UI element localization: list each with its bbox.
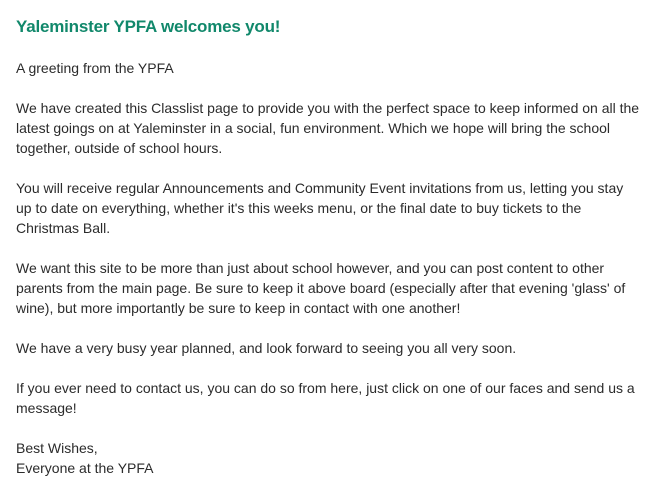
signoff xyxy=(16,438,641,478)
signoff-line-1: Best Wishes, xyxy=(16,440,98,456)
intro-paragraph: We have created this Classlist page to provide you with the perfect space to keep informed on all the latest goings on at Yaleminster in a social, fun environment. Which we hope will bring the school together, outside of school hours. xyxy=(16,100,640,156)
contact-paragraph: If you ever need to contact us, you can do so from here, just click on one of our faces and send us a message! xyxy=(16,380,635,416)
welcome-title: Yaleminster YPFA welcomes you! xyxy=(16,17,281,36)
announcements-paragraph: You will receive regular Announcements and Community Event invitations from us, letting you stay up to date on everything, whether it's this weeks menu, or the final date to buy tickets to the Christmas Ball. xyxy=(16,180,624,236)
signoff-line-2: Everyone at the YPFA xyxy=(16,460,154,476)
greeting-line: A greeting from the YPFA xyxy=(16,60,174,76)
posting-paragraph: We want this site to be more than just about school however, and you can post content to other parents from the main page. Be sure to keep it above board (especially after that evening 'glass' of wine), but more importantly be sure to keep in contact with one another! xyxy=(16,260,626,316)
busy-year-paragraph: We have a very busy year planned, and look forward to seeing you all very soon. xyxy=(16,340,517,356)
